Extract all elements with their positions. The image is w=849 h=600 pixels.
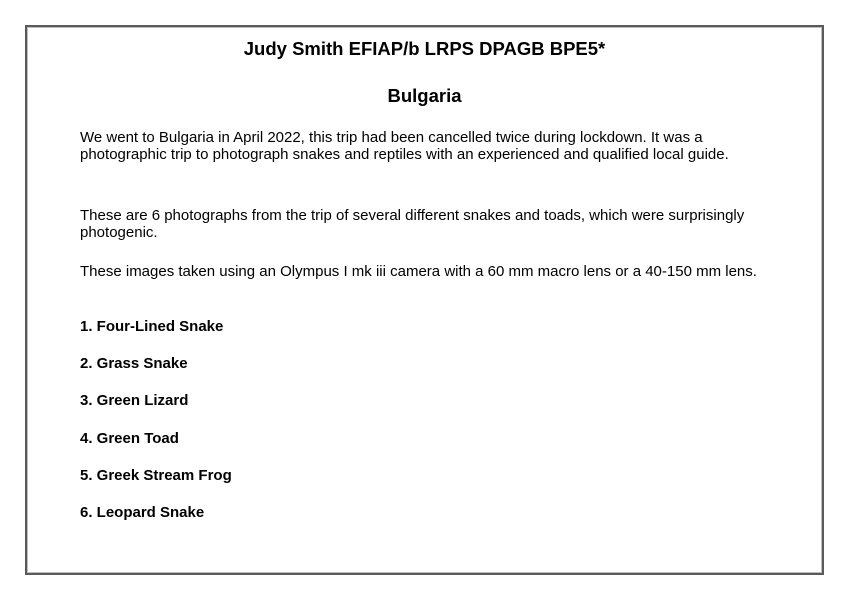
photo-list: [80, 318, 232, 541]
photos-paragraph: These are 6 photographs from the trip of several different snakes and toads, which were surprisingly photogenic.: [80, 207, 745, 241]
document-title: Judy Smith EFIAP/b LRPS DPAGB BPE5*: [243, 38, 606, 59]
intro-paragraph: We went to Bulgaria in April 2022, this trip had been cancelled twice during lockdown. It was a photographic trip to photograph snakes and reptiles with an experienced and qualified local guide.: [80, 129, 729, 163]
list-item: 4. Green Toad: [80, 429, 179, 447]
camera-paragraph: These images taken using an Olympus I mk iii camera with a 60 mm macro lens or a 40-150 mm lens.: [80, 263, 757, 280]
list-item: 1. Four-Lined Snake: [80, 318, 224, 335]
list-item: 2. Grass Snake: [80, 355, 188, 373]
list-item: 3. Green Lizard: [80, 392, 189, 410]
list-item: 6. Leopard Snake: [80, 503, 205, 521]
list-item: 5. Greek Stream Frog: [80, 466, 232, 484]
document-subtitle: Bulgaria: [387, 85, 462, 106]
document-frame: [25, 25, 824, 575]
